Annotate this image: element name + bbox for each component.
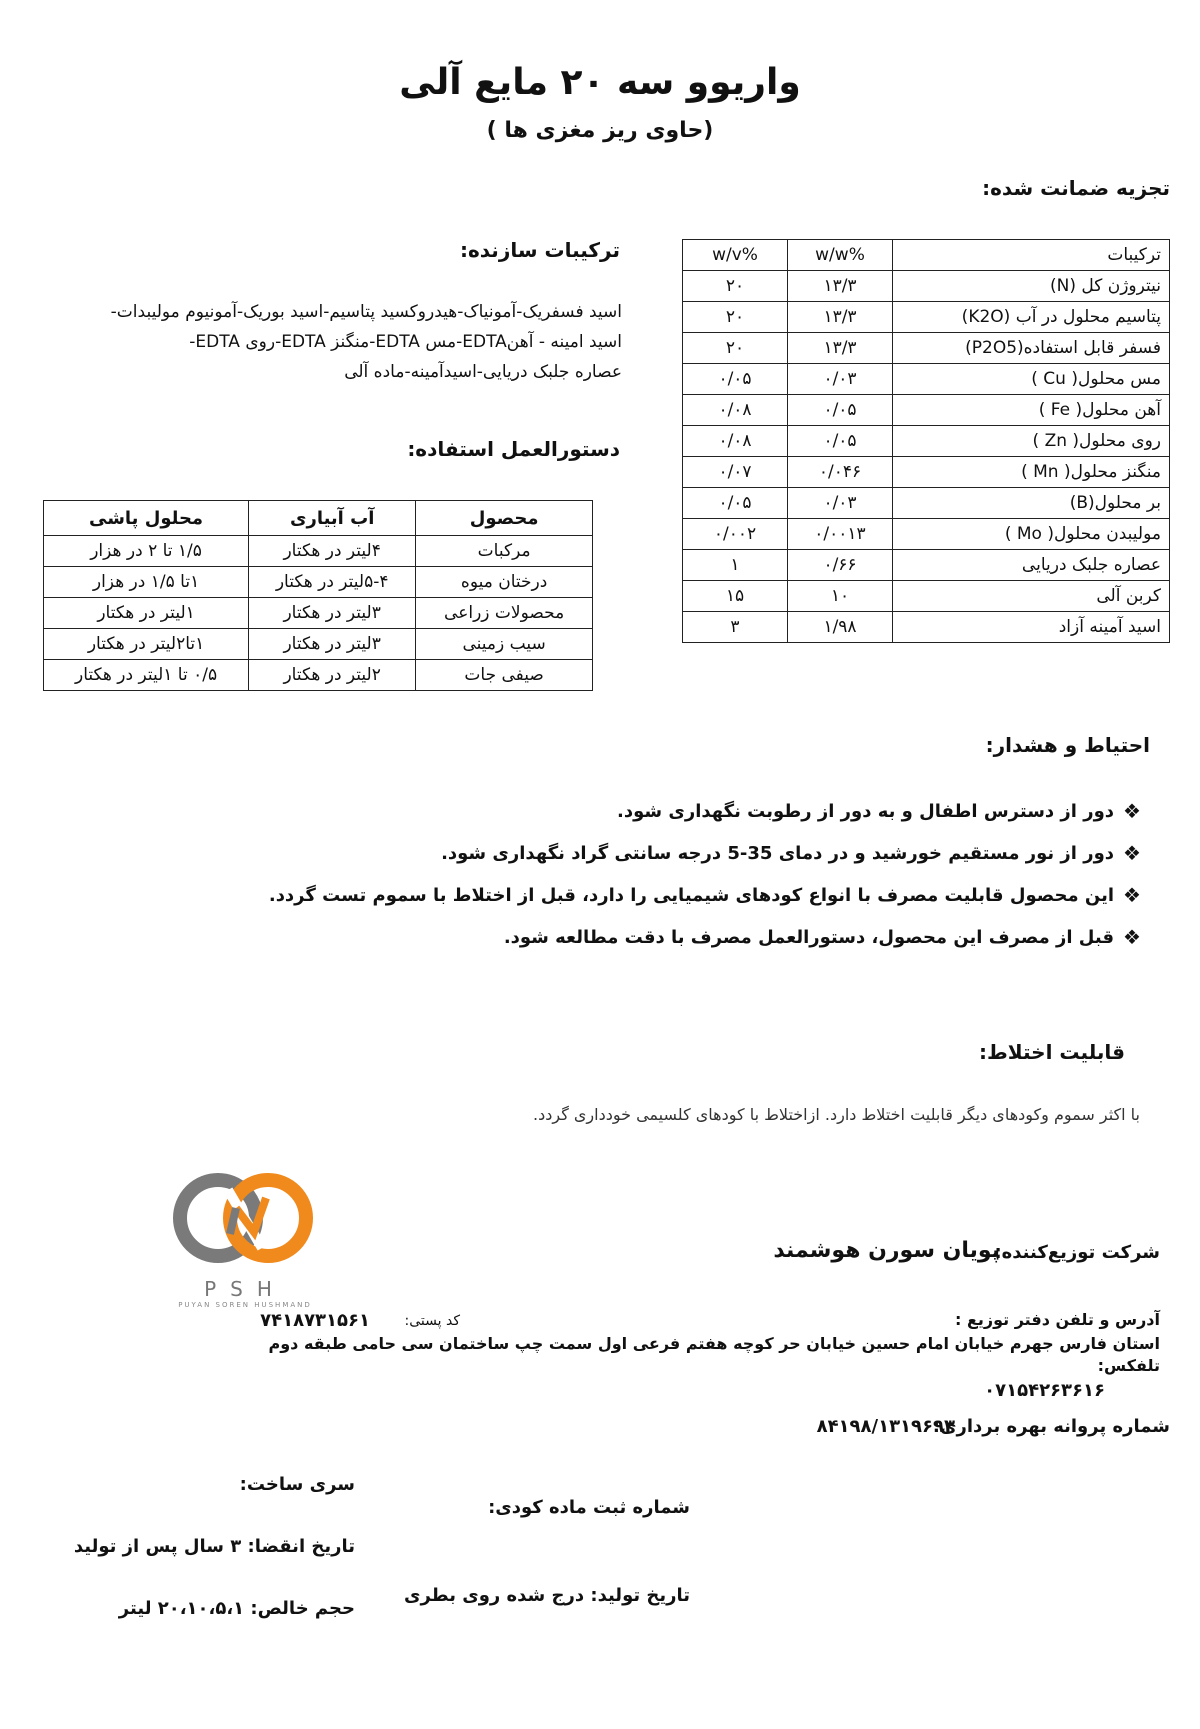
analysis-cell-wv: ۱۵ xyxy=(683,581,788,612)
analysis-cell-name: آهن محلول( Fe ) xyxy=(893,395,1170,426)
usage-cell-spray: ۱/۵ تا ۲ در هزار xyxy=(44,536,249,567)
analysis-row xyxy=(683,426,1170,457)
analysis-row xyxy=(683,488,1170,519)
license-number: ۸۴۱۹۸/۱۳۱۹۶۹۳ xyxy=(816,1416,955,1437)
production-date: تاریخ تولید: درج شده روی بطری xyxy=(403,1585,690,1606)
analysis-row xyxy=(683,302,1170,333)
postal-code: ۷۴۱۸۷۳۱۵۶۱ xyxy=(260,1310,370,1331)
analysis-row xyxy=(683,612,1170,643)
batch-label: سری ساخت: xyxy=(239,1474,355,1495)
analysis-cell-ww: ۱/۹۸ xyxy=(788,612,893,643)
license-label: شماره پروانه بهره برداری: xyxy=(932,1416,1170,1437)
analysis-cell-name: اسید آمینه آزاد xyxy=(893,612,1170,643)
analysis-cell-wv: ۰/۰۰۲ xyxy=(683,519,788,550)
company-logo xyxy=(170,1168,320,1308)
usage-col-irrigation: آب آبیاری xyxy=(249,501,416,536)
analysis-row xyxy=(683,333,1170,364)
usage-col-crop: محصول xyxy=(416,501,593,536)
product-title: واریوو سه ۲۰ مایع آلی xyxy=(399,62,801,103)
analysis-cell-name: بر محلول(B) xyxy=(893,488,1170,519)
analysis-col-wv: %w/v xyxy=(683,240,788,271)
analysis-cell-name: مس محلول( Cu ) xyxy=(893,364,1170,395)
analysis-cell-wv: ۲۰ xyxy=(683,271,788,302)
analysis-cell-wv: ۰/۰۸ xyxy=(683,426,788,457)
usage-cell-irrigation: ۵-۴لیتر در هکتار xyxy=(249,567,416,598)
warning-item: ❖ دور از دسترس اطفال و به دور از رطوبت نگهداری شود. xyxy=(150,790,1150,832)
distributor-name: پویان سورن هوشمند xyxy=(773,1238,1000,1263)
usage-cell-irrigation: ۴لیتر در هکتار xyxy=(249,536,416,567)
analysis-table xyxy=(682,239,1170,643)
analysis-cell-ww: ۰/۰۵ xyxy=(788,395,893,426)
phone-label: تلفکس: xyxy=(1097,1356,1160,1375)
logo-brand: PSH xyxy=(204,1277,286,1301)
analysis-row xyxy=(683,395,1170,426)
analysis-cell-name: روی محلول( Zn ) xyxy=(893,426,1170,457)
analysis-cell-ww: ۰/۰۳ xyxy=(788,488,893,519)
analysis-cell-wv: ۰/۰۵ xyxy=(683,488,788,519)
usage-heading: دستورالعمل استفاده: xyxy=(407,437,620,461)
usage-cell-crop: درختان میوه xyxy=(416,567,593,598)
analysis-cell-name: نیتروژن کل (N) xyxy=(893,271,1170,302)
compatibility-heading: قابلیت اختلاط: xyxy=(979,1040,1125,1064)
psh-logo-icon xyxy=(170,1168,320,1273)
analysis-row xyxy=(683,581,1170,612)
analysis-cell-name: مولیبدن محلول( Mo ) xyxy=(893,519,1170,550)
diamond-bullet-icon: ❖ xyxy=(1123,925,1141,949)
usage-cell-spray: ۱تا۲لیتر در هکتار xyxy=(44,629,249,660)
warning-item: ❖ این محصول قابلیت مصرف با انواع کودهای شیمیایی را دارد، قبل از اختلاط با سموم تست گردد. xyxy=(150,874,1150,916)
warning-item: ❖ قبل از مصرف این محصول، دستورالعمل مصرف با دقت مطالعه شود. xyxy=(150,916,1150,958)
analysis-cell-ww: ۰/۰۴۶ xyxy=(788,457,893,488)
expiry-date: تاریخ انقضا: ۳ سال پس از تولید xyxy=(73,1536,355,1557)
analysis-row xyxy=(683,550,1170,581)
analysis-cell-wv: ۰/۰۵ xyxy=(683,364,788,395)
analysis-cell-name: فسفر قابل استفاده(P2O5) xyxy=(893,333,1170,364)
analysis-cell-name: عصاره جلبک دریایی xyxy=(893,550,1170,581)
analysis-cell-wv: ۳ xyxy=(683,612,788,643)
analysis-row xyxy=(683,457,1170,488)
analysis-cell-wv: ۰/۰۸ xyxy=(683,395,788,426)
usage-row xyxy=(44,660,593,691)
analysis-cell-wv: ۲۰ xyxy=(683,302,788,333)
analysis-cell-wv: ۲۰ xyxy=(683,333,788,364)
phone-number: ۰۷۱۵۴۲۶۳۶۱۶ xyxy=(984,1380,1105,1401)
analysis-cell-ww: ۱۰ xyxy=(788,581,893,612)
postal-label: کد پستی: xyxy=(404,1313,460,1329)
analysis-cell-name: کربن آلی xyxy=(893,581,1170,612)
analysis-row xyxy=(683,271,1170,302)
ingredients-line: اسید امینه - آهنEDTA-مس EDTA-منگنز EDTA-روی EDTA- xyxy=(189,332,622,352)
analysis-cell-ww: ۱۳/۳ xyxy=(788,271,893,302)
analysis-cell-name: پتاسیم محلول در آب (K2O) xyxy=(893,302,1170,333)
analysis-cell-ww: ۱۳/۳ xyxy=(788,333,893,364)
net-volume: حجم خالص: ۲۰،۱۰،۵،۱ لیتر xyxy=(118,1598,355,1619)
analysis-cell-ww: ۰/۰۵ xyxy=(788,426,893,457)
logo-subtext: PUYAN SOREN HUSHMAND xyxy=(178,1301,312,1309)
ingredients-text xyxy=(42,297,622,387)
product-subtitle: (حاوی ریز مغزی ها ) xyxy=(486,118,714,143)
ingredients-line: عصاره جلبک دریایی-اسیدآمینه-ماده آلی xyxy=(344,362,622,382)
analysis-row xyxy=(683,364,1170,395)
usage-cell-spray: ۰/۵ تا ۱لیتر در هکتار xyxy=(44,660,249,691)
analysis-cell-wv: ۱ xyxy=(683,550,788,581)
warning-item: ❖ دور از نور مستقیم خورشید و در دمای 35-5 درجه سانتی گراد نگهداری شود. xyxy=(150,832,1150,874)
usage-cell-irrigation: ۳لیتر در هکتار xyxy=(249,598,416,629)
analysis-cell-ww: ۱۳/۳ xyxy=(788,302,893,333)
usage-cell-crop: سیب زمینی xyxy=(416,629,593,660)
usage-cell-spray: ۱تا ۱/۵ در هزار xyxy=(44,567,249,598)
usage-cell-crop: صیفی جات xyxy=(416,660,593,691)
analysis-cell-ww: ۰/۶۶ xyxy=(788,550,893,581)
diamond-bullet-icon: ❖ xyxy=(1123,841,1141,865)
usage-cell-irrigation: ۳لیتر در هکتار xyxy=(249,629,416,660)
address-label: آدرس و تلفن دفتر توزیع : xyxy=(955,1310,1160,1329)
compatibility-text: با اکثر سموم وکودهای دیگر قابلیت اختلاط دارد. ازاختلاط با کودهای کلسیمی خودداری گردد. xyxy=(533,1105,1140,1124)
ingredients-heading: ترکیبات سازنده: xyxy=(459,238,620,262)
ingredients-line: اسید فسفریک-آمونیاک-هیدروکسید پتاسیم-اسید بوریک-آمونیوم مولیبدات- xyxy=(110,302,622,322)
address-text: استان فارس جهرم خیابان امام حسین خیابان حر کوچه هفتم فرعی اول سمت چپ ساختمان سی حامی طبقه دوم xyxy=(268,1334,1160,1353)
usage-row xyxy=(44,536,593,567)
usage-col-spray: محلول پاشی xyxy=(44,501,249,536)
warnings-heading: احتیاط و هشدار: xyxy=(985,733,1150,757)
analysis-col-ww: %w/w xyxy=(788,240,893,271)
analysis-cell-ww: ۰/۰۰۱۳ xyxy=(788,519,893,550)
analysis-cell-wv: ۰/۰۷ xyxy=(683,457,788,488)
usage-row xyxy=(44,598,593,629)
analysis-col-name: ترکیبات xyxy=(893,240,1170,271)
usage-cell-crop: محصولات زراعی xyxy=(416,598,593,629)
analysis-cell-ww: ۰/۰۳ xyxy=(788,364,893,395)
usage-row xyxy=(44,629,593,660)
diamond-bullet-icon: ❖ xyxy=(1123,799,1141,823)
usage-cell-crop: مرکبات xyxy=(416,536,593,567)
diamond-bullet-icon: ❖ xyxy=(1123,883,1141,907)
registration-label: شماره ثبت ماده کودی: xyxy=(488,1497,690,1518)
usage-cell-irrigation: ۲لیتر در هکتار xyxy=(249,660,416,691)
usage-row xyxy=(44,567,593,598)
distributor-label: شرکت توزیع‌کننده: xyxy=(994,1242,1160,1263)
usage-cell-spray: ۱لیتر در هکتار xyxy=(44,598,249,629)
usage-table xyxy=(43,500,593,691)
analysis-row xyxy=(683,519,1170,550)
warnings-list xyxy=(150,790,1150,958)
analysis-cell-name: منگنز محلول( Mn ) xyxy=(893,457,1170,488)
analysis-heading: تجزیه ضمانت شده: xyxy=(982,176,1170,200)
